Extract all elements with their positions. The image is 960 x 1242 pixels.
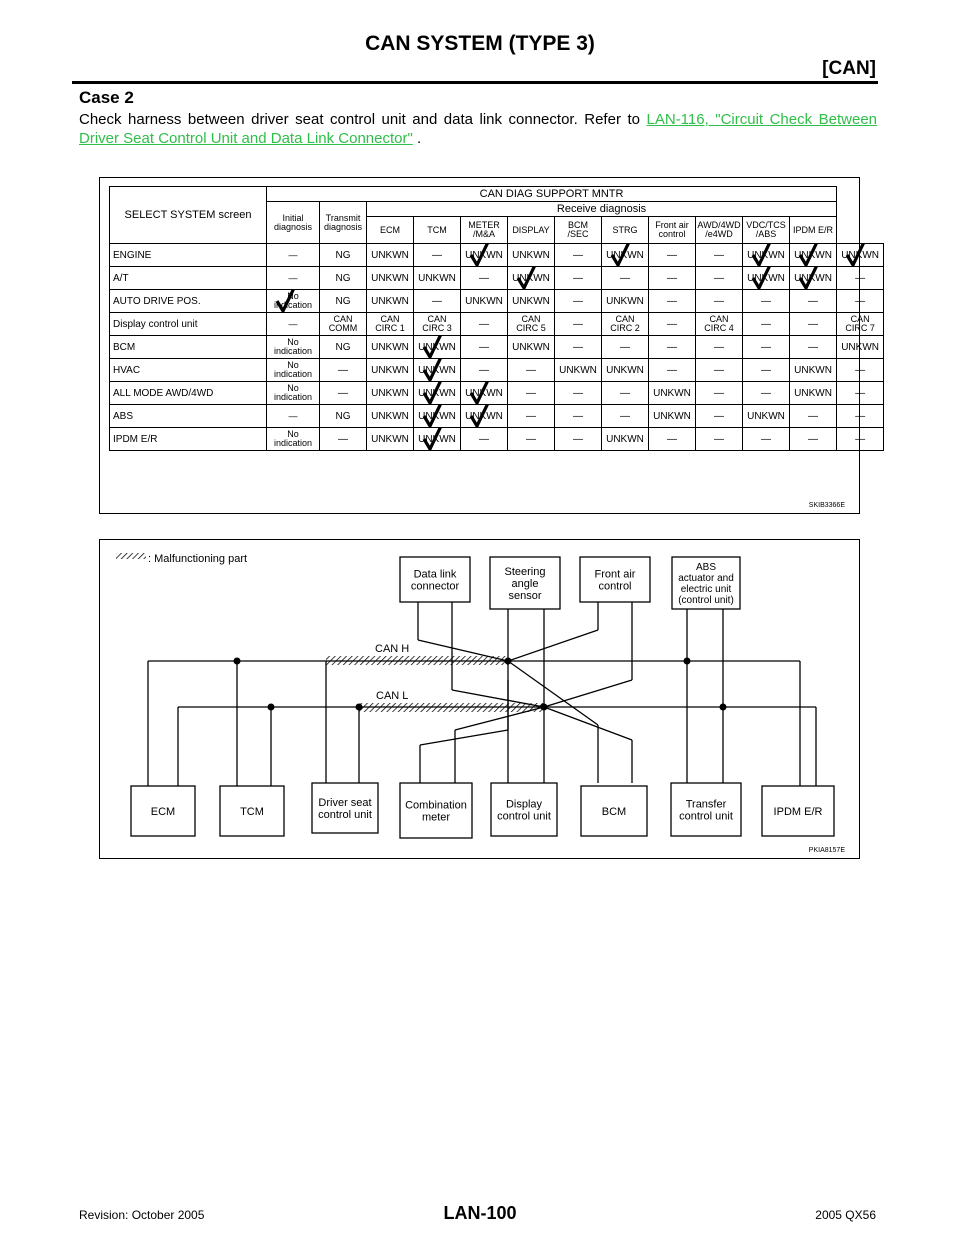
check-icon [422,428,444,451]
transmit-diagnosis-cell: NG [320,336,367,359]
can-diag-figure [99,177,879,514]
receive-cell: UNKWN [414,428,461,451]
check-icon [798,267,820,290]
receive-cell: — [837,382,884,405]
receive-cell: UNKWN [461,244,508,267]
table-row [110,336,941,359]
receive-cell: UNKWN [367,359,414,382]
malfunction-can-l-segment [359,703,544,712]
transmit-diagnosis-cell: NG [320,290,367,313]
receive-cell: — [649,336,696,359]
receive-cell: — [461,359,508,382]
select-system-header: SELECT SYSTEM screen [110,187,267,244]
combination-meter-label: Combination meter [405,799,467,824]
tcm-label: TCM [240,805,264,818]
display-control-unit-label: Display control unit [497,798,551,823]
receive-column-header: IPDM E/R [790,217,837,244]
receive-cell: — [649,313,696,336]
figure-code: PKIA8157E [808,847,845,854]
receive-cell: UNKWN [837,244,884,267]
receive-cell: — [414,290,461,313]
receive-column-header: DISPLAY [508,217,555,244]
receive-cell: — [508,405,555,428]
receive-cell: — [837,428,884,451]
system-name-cell: ABS [110,405,267,428]
receive-cell: — [555,336,602,359]
receive-cell: — [790,336,837,359]
system-name-cell: IPDM E/R [110,428,267,451]
check-icon [516,267,538,290]
receive-cell: — [555,267,602,290]
receive-cell: — [602,382,649,405]
receive-cell: UNKWN [461,405,508,428]
data-link-connector-label: Data link connector [410,568,460,593]
front-air-control-label: Front air control [594,568,636,593]
initial-diagnosis-cell: — [267,244,320,267]
receive-cell: — [790,313,837,336]
transmit-diagnosis-cell: NG [320,244,367,267]
steering-angle-sensor-label: Steering angle sensor [504,565,546,602]
receive-cell: — [649,359,696,382]
receive-cell: CAN CIRC 5 [508,313,555,336]
check-icon [422,359,444,382]
receive-cell: — [743,290,790,313]
receive-cell: — [790,290,837,313]
receive-cell: UNKWN [602,359,649,382]
receive-cell: UNKWN [790,244,837,267]
receive-cell: UNKWN [414,382,461,405]
can-diag-table [109,186,941,451]
receive-column-header: TCM [414,217,461,244]
check-icon [469,244,491,267]
receive-cell: UNKWN [743,267,790,290]
footer-model: 2005 QX56 [815,1208,876,1222]
check-icon [422,405,444,428]
wiring-diagram [100,540,861,860]
system-name-cell: A/T [110,267,267,290]
check-icon [275,290,297,313]
receive-cell: UNKWN [461,290,508,313]
table-row [110,267,941,290]
receive-column-header: STRG [602,217,649,244]
initial-diagnosis-cell: — [267,405,320,428]
initial-diagnosis-cell: No indication [267,290,320,313]
transfer-control-unit-label: Transfer control unit [679,798,733,823]
transmit-diagnosis-header: Transmit diagnosis [320,202,367,244]
receive-cell: — [508,382,555,405]
bcm-label: BCM [601,805,627,818]
receive-cell: — [602,405,649,428]
check-icon [469,382,491,405]
receive-cell: UNKWN [367,267,414,290]
receive-cell: UNKWN [367,428,414,451]
legend-label: : Malfunctioning part [148,553,248,565]
transmit-diagnosis-cell: CAN COMM [320,313,367,336]
table-row [110,428,941,451]
receive-cell: UNKWN [367,244,414,267]
footer-page-number: LAN-100 [443,1203,517,1223]
receive-cell: — [555,244,602,267]
transmit-diagnosis-cell: — [320,359,367,382]
receive-column-header: BCM /SEC [555,217,602,244]
receive-cell: UNKWN [508,267,555,290]
receive-cell: — [837,405,884,428]
receive-cell: — [555,382,602,405]
receive-cell: UNKWN [555,359,602,382]
receive-cell: — [461,267,508,290]
receive-cell: — [837,359,884,382]
system-name-cell: ENGINE [110,244,267,267]
receive-cell: — [696,359,743,382]
can-l-label: CAN L [376,690,409,702]
system-name-cell: Display control unit [110,313,267,336]
receive-cell: UNKWN [790,382,837,405]
transmit-diagnosis-cell: — [320,428,367,451]
receive-cell: — [508,359,555,382]
receive-cell: — [837,290,884,313]
check-icon [845,244,867,267]
receive-cell: UNKWN [602,244,649,267]
initial-diagnosis-cell: No indication [267,336,320,359]
case-text-after: . [412,130,422,147]
receive-cell: — [555,405,602,428]
figure-code: SKIB3366E [808,502,845,509]
receive-cell: — [743,336,790,359]
abs-actuator-unit-label: ABS actuator and electric unit (control unit) [678,562,734,606]
malfunction-can-h-segment [326,656,508,665]
receive-cell: UNKWN [508,244,555,267]
ecm-label: ECM [150,805,176,818]
receive-cell: — [555,290,602,313]
receive-cell: UNKWN [414,405,461,428]
case-text-before: Check harness between driver seat control unit and data link connector. Refer to [79,111,647,128]
receive-cell: UNKWN [367,405,414,428]
check-icon [610,244,632,267]
receive-cell: — [414,244,461,267]
initial-diagnosis-cell: — [267,267,320,290]
ipdm-er-label: IPDM E/R [773,805,823,818]
receive-cell: UNKWN [414,359,461,382]
case-heading: Case 2 [79,88,134,107]
receive-cell: — [696,267,743,290]
receive-column-header: METER /M&A [461,217,508,244]
receive-cell: — [790,428,837,451]
receive-cell: — [696,382,743,405]
receive-cell: — [649,290,696,313]
can-wiring-figure [99,539,860,859]
check-icon [798,244,820,267]
footer-revision: Revision: October 2005 [79,1208,205,1222]
receive-cell: UNKWN [414,267,461,290]
receive-cell: UNKWN [837,336,884,359]
receive-cell: UNKWN [602,290,649,313]
receive-cell: — [649,244,696,267]
system-name-cell: HVAC [110,359,267,382]
receive-diagnosis-header: Receive diagnosis [367,202,837,217]
section-tag: [CAN] [822,58,876,79]
receive-cell: — [461,313,508,336]
initial-diagnosis-cell: No indication [267,359,320,382]
table-row [110,382,941,405]
receive-cell: UNKWN [367,336,414,359]
receive-cell: — [555,313,602,336]
receive-cell: UNKWN [790,359,837,382]
receive-cell: — [508,428,555,451]
table-row [110,359,941,382]
receive-cell: UNKWN [602,428,649,451]
check-icon [469,405,491,428]
receive-cell: UNKWN [367,290,414,313]
receive-cell: UNKWN [649,382,696,405]
check-icon [751,244,773,267]
receive-cell: UNKWN [743,244,790,267]
receive-column-header: AWD/4WD /e4WD [696,217,743,244]
driver-seat-control-unit-label: Driver seat control unit [318,796,372,821]
receive-cell: CAN CIRC 2 [602,313,649,336]
receive-cell: — [602,336,649,359]
receive-cell: UNKWN [743,405,790,428]
initial-diagnosis-cell: No indication [267,428,320,451]
check-icon [422,336,444,359]
table-row [110,405,941,428]
transmit-diagnosis-cell: NG [320,267,367,290]
receive-cell: — [743,382,790,405]
receive-cell: — [696,336,743,359]
initial-diagnosis-cell: No indication [267,382,320,405]
receive-cell: — [696,244,743,267]
receive-cell: UNKWN [414,336,461,359]
receive-cell: UNKWN [461,382,508,405]
receive-column-header: Front air control [649,217,696,244]
receive-cell: — [461,336,508,359]
system-name-cell: ALL MODE AWD/4WD [110,382,267,405]
receive-cell: — [602,267,649,290]
table-row [110,244,941,267]
receive-column-header: ECM [367,217,414,244]
receive-cell: — [461,428,508,451]
receive-cell: — [555,428,602,451]
receive-cell: CAN CIRC 1 [367,313,414,336]
receive-cell: — [790,405,837,428]
table-row [110,313,941,336]
receive-cell: — [743,313,790,336]
can-diag-header: CAN DIAG SUPPORT MNTR [267,187,837,202]
receive-cell: UNKWN [508,290,555,313]
receive-cell: — [649,267,696,290]
receive-cell: — [743,428,790,451]
receive-cell: UNKWN [508,336,555,359]
receive-cell: UNKWN [649,405,696,428]
receive-cell: CAN CIRC 3 [414,313,461,336]
page-title: CAN SYSTEM (TYPE 3) [365,32,595,55]
system-name-cell: BCM [110,336,267,359]
can-h-label: CAN H [375,643,410,655]
receive-cell: — [696,290,743,313]
transmit-diagnosis-cell: NG [320,405,367,428]
initial-diagnosis-header: Initial diagnosis [267,202,320,244]
receive-cell: — [743,359,790,382]
check-icon [422,382,444,405]
receive-cell: UNKWN [367,382,414,405]
receive-cell: — [696,405,743,428]
check-icon [751,267,773,290]
transmit-diagnosis-cell: — [320,382,367,405]
receive-cell: — [649,428,696,451]
receive-cell: UNKWN [790,267,837,290]
case-instruction [79,110,877,148]
system-name-cell: AUTO DRIVE POS. [110,290,267,313]
header-rule [72,81,878,84]
table-row [110,290,941,313]
lan-116-link[interactable]: LAN-116, "Circuit Check Between Driver Seat Control Unit and Data Link Connector" [79,111,878,147]
receive-cell: CAN CIRC 4 [696,313,743,336]
receive-cell: — [696,428,743,451]
receive-cell: — [837,267,884,290]
receive-cell: CAN CIRC 7 [837,313,884,336]
receive-column-header: VDC/TCS /ABS [743,217,790,244]
hatch-legend-swatch [116,553,146,559]
initial-diagnosis-cell: — [267,313,320,336]
